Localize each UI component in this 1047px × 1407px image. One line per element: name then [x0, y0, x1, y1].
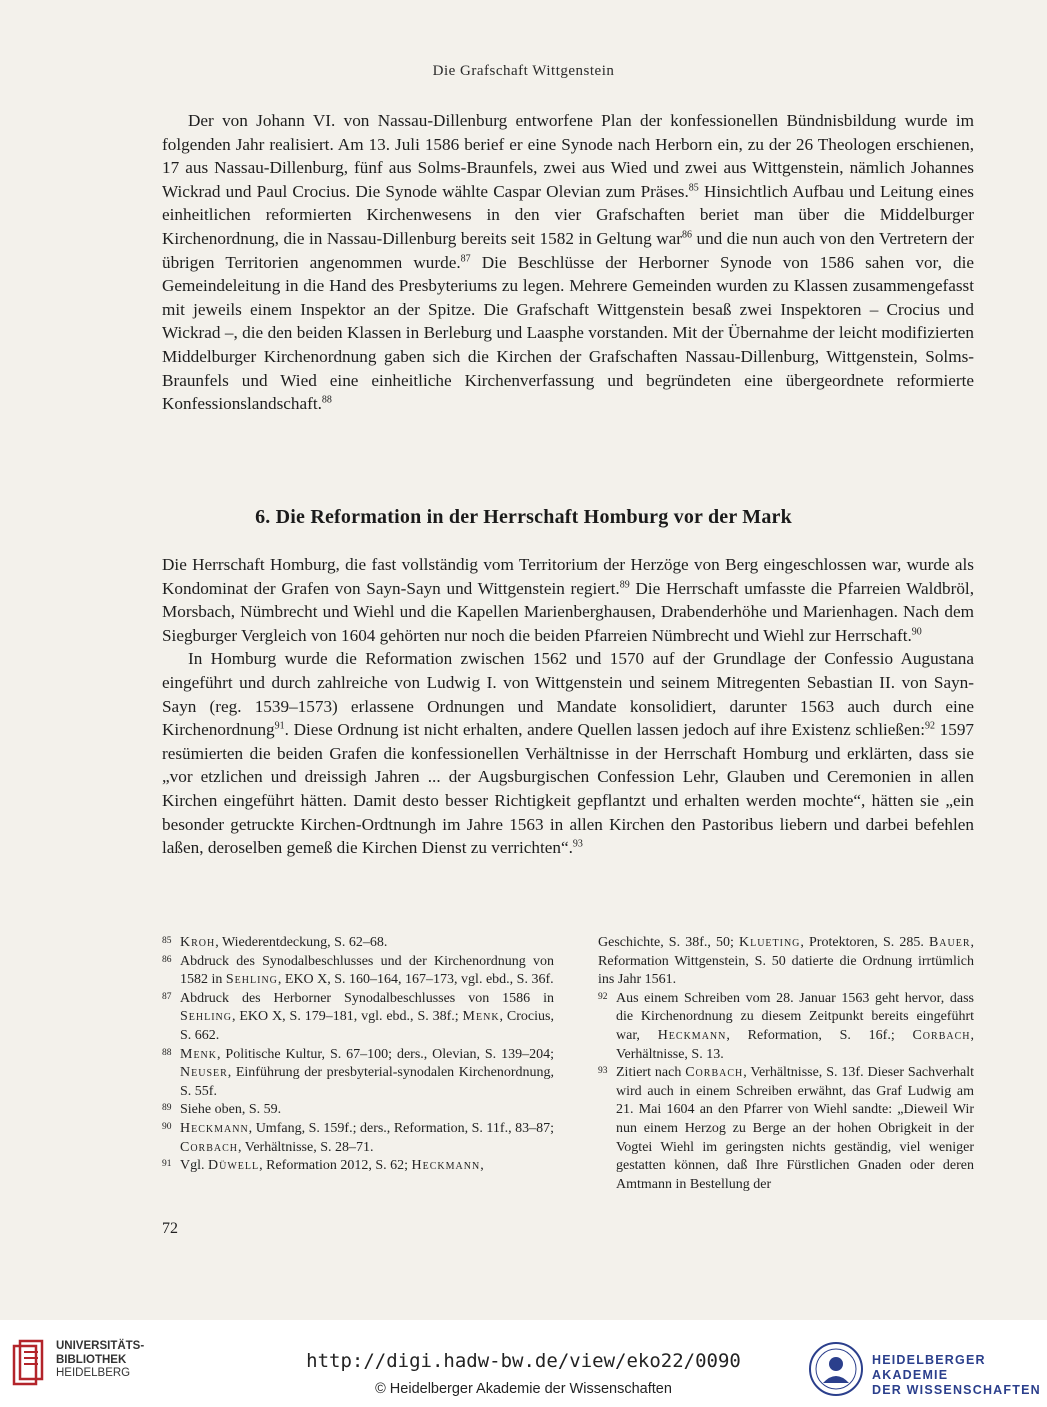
author-name: Kroh: [180, 935, 216, 950]
footnote-text: , Reformation 2012, S. 62;: [259, 1158, 412, 1174]
text: Die Herrschaft umfasste die Pfarreien Waldbröl, Morsbach, Nümbrecht und Wiehl und die Kapellen Marienberghausen, Drabenderhöhe und Marienhagen. Nach dem Siegburger Vergleich von 1604 gehörten nur noch die beiden Pfarreien Nümbrecht und Wiehl zur Herrschaft.: [162, 578, 975, 645]
text: 1597 resümierten die beiden Grafen die konfessionellen Verhältnisse in der Herrschaft Homburg und erklärten, dass sie „vor etzlichen und dreissigh Jahren ... der Augsburgischen Confession Lehr, Glauben und Ceremonien in allen Kirchen eingeführt hätten. Damit desto besser Richtigkeit gepflantzt und erhalten werden mochte“, hätten sie „ein besonder getruckte Kirchen-Ordtnungh im Jahre 1563 in allen Kirchen den Pastoribus liebern und darbei befehlen laßen, deroselben gemeß die Kirchen Dienst zu verrichten“.: [162, 720, 975, 858]
page-number: 72: [162, 1220, 178, 1237]
footnote-ref[interactable]: 90: [911, 626, 922, 638]
footnote-text: , Verhältnisse, S. 13f. Dieser Sachverhalt wird auch in einem Schreiben erwähnt, das Graf Ludwig am 21. Mai 1604 an den Pfarrer von Wiehl sandte: „Dieweil Wir nun einem Herzog zu Berge an der hohen Obrigkeit in der Vogtei Wiehl im geringsten nichts geständig, viel weniger gestatten können, daß Ihre Fürstlichen Gnaden oder deren Amtmann in Bestellung der: [616, 1065, 974, 1192]
footnote-ref[interactable]: 93: [572, 838, 583, 850]
text: Der von Johann VI. von Nassau-Dillenburg entworfene Plan der konfessionellen Bündnisbildung wurde im folgenden Jahr realisiert. Am 13. Juli 1586 berief er eine Synode nach Herborn ein, zu der 26 Theologen erschienen, 17 aus Nassau-Dillenburg, fünf aus Solms-Braunfels, zwei aus Wied und zwei aus Wittgenstein, nämlich Johannes Wickrad und Paul Crocius. Die Synode wählte Caspar Olevian zum Präses.: [162, 111, 974, 201]
text: In Homburg wurde die Reformation zwischen 1562 und 1570 auf der Grundlage der Confessio Augustana eingeführt und durch zahlreiche von Ludwig I. von Wittgenstein und seinem Mitregenten Sebastian II. von Sayn-Sayn (reg. 1539–1573) erlassene Ordnungen und Mandate konsolidiert, darunter 1563 auch durch eine Kirchenordnung: [162, 649, 974, 740]
footnote-ref[interactable]: 89: [619, 578, 630, 590]
section-heading: 6. Die Reformation in der Herrschaft Homburg vor der Mark: [255, 506, 792, 528]
text: Hinsichtlich Aufbau und Leitung eines einheitlichen reformierten Kirchenwesens in den vier Grafschaften beriet man über die Middelburger Kirchenordnung, die in Nassau-Dillenburg bereits seit 1582 in Geltung war: [162, 181, 975, 248]
footnote-number: 88: [162, 1047, 172, 1058]
author-name: Sehling: [180, 1009, 232, 1025]
footnote-text: Vgl.: [180, 1158, 208, 1174]
author-name: Heckmann: [411, 1158, 481, 1174]
text: Die Beschlüsse der Herborner Synode von 1586 sahen vor, die Gemeindeleitung in die Hand des Presbyteriums zu legen. Mehrere Gemeinden wurden zu Klassen zusammengefasst mit jeweils einem Inspektor an der Spitze. Die Grafschaft Wittgenstein besaß zwei Inspektoren – Crocius und Wickrad –, die den beiden Klassen in Berleburg und Laasphe vorstanden. Mit der Übernahme der leicht modifizierten Middelburger Kirchenordnung gaben sich die Kirchen der Grafschaften Nassau-Dillenburg, Wittgenstein, Solms-Braunfels und Wied eine einheitliche Kirchenverfassung und begründeten eine übergeordnete reformierte Konfessionslandschaft.: [162, 252, 974, 414]
author-name: Klueting: [738, 935, 801, 950]
footnote: [162, 1101, 554, 1120]
paragraph-2: [162, 553, 974, 647]
author-name: Menk: [180, 1046, 217, 1062]
ub-line: UNIVERSITÄTS-: [56, 1340, 145, 1352]
paragraph: [162, 109, 974, 416]
footnote-text: , Reformation Wittgenstein, S. 50 datierte die Ordnung irrtümlich ins Jahr 1561.: [598, 935, 975, 988]
footnote-number: 90: [162, 1121, 172, 1132]
author-name: Corbach: [685, 1065, 744, 1081]
ub-line: HEIDELBERG: [56, 1367, 131, 1379]
copyright-notice: © Heidelberger Akademie der Wissenschaften: [375, 1381, 672, 1397]
footnote-ref[interactable]: 87: [460, 252, 471, 264]
footnote: [162, 990, 554, 1046]
running-head: Die Grafschaft Wittgenstein: [432, 63, 615, 79]
footnote-text: Zitiert nach: [616, 1065, 686, 1081]
text: . Diese Ordnung ist nicht erhalten, andere Quellen lassen jedoch auf ihre Existenz schließen:: [284, 720, 926, 740]
academy-seal-icon: [808, 1341, 864, 1397]
footnote-number: 85: [162, 936, 172, 946]
footnote: [598, 1064, 974, 1194]
footnote-text: Siehe oben, S. 59.: [180, 1102, 282, 1118]
footnote-number: 86: [162, 954, 172, 965]
footnote-text: Geschichte, S. 38f., 50;: [598, 935, 739, 950]
footnote-number: 89: [162, 1103, 172, 1114]
footnote-ref[interactable]: 88: [321, 394, 332, 406]
author-name: Menk: [462, 1009, 500, 1025]
footnote-text: , Protektoren, S. 285.: [800, 935, 929, 950]
footnote-ref[interactable]: 86: [681, 229, 692, 241]
footnote-text: , Verhältnisse, S. 13.: [616, 1027, 974, 1062]
footnote: [598, 990, 974, 1064]
footnote-number: 87: [162, 991, 172, 1002]
paragraph-1: [162, 109, 974, 416]
paragraph-3: [162, 647, 974, 859]
author-name: Bauer: [928, 935, 971, 950]
footnote-text: , Crocius, S. 662.: [180, 1009, 554, 1043]
academy-logo-text[interactable]: [872, 1353, 1047, 1398]
footnote-text: , Politische Kultur, S. 67–100; ders., Olevian, S. 139–204;: [217, 1046, 554, 1062]
footnote-text: , EKO X, S. 179–181, vgl. ebd., S. 38f.;: [232, 1009, 463, 1025]
text: Die Herrschaft Homburg, die fast vollständig vom Territorium der Herzöge von Berg eingeschlossen war, wurde als Kondominat der Grafen von Sayn-Sayn und Wittgenstein regiert.: [162, 555, 974, 598]
footnote: [162, 1157, 554, 1176]
footnote-number: 93: [598, 1066, 608, 1077]
academy-line: HEIDELBERGER AKADEMIE: [872, 1353, 986, 1382]
ub-line: BIBLIOTHEK: [56, 1353, 127, 1366]
academy-line: DER WISSENSCHAFTEN: [872, 1383, 1041, 1397]
section-body: [162, 553, 974, 860]
footnote-text: ,: [480, 1158, 484, 1174]
footnote: [162, 1120, 554, 1157]
author-name: Düwell: [208, 1158, 260, 1174]
footnote-text: , Einführung der presbyterial-synodalen Kirchenordnung, S. 55f.: [180, 1065, 554, 1099]
author-name: Heckmann: [657, 1027, 727, 1043]
footnote-number: 91: [162, 1159, 172, 1170]
footnote: [162, 1046, 554, 1102]
footnote-91-continuation: [598, 934, 974, 990]
text: und die nun auch von den Vertretern der übrigen Territorien angenommen wurde.: [162, 228, 975, 272]
author-name: Heckmann: [180, 1120, 249, 1136]
footnote-text: Abdruck des Synodalbeschlusses und der Kirchenordnung von 1582 in: [180, 953, 554, 988]
footnote-text: , Verhältnisse, S. 28–71.: [238, 1139, 374, 1155]
footnote-text: , Reformation, S. 16f.;: [726, 1027, 913, 1043]
footnotes-left-column: [162, 934, 554, 1176]
footnote-text: , Umfang, S. 159f.; ders., Reformation, S. 11f., 83–87;: [248, 1120, 554, 1136]
permalink-url[interactable]: http://digi.hadw-bw.de/view/eko22/0090: [306, 1350, 741, 1372]
footnote-text: , Wiederentdeckung, S. 62–68.: [215, 935, 388, 950]
footnote-ref[interactable]: 85: [688, 182, 699, 194]
footnote-ref[interactable]: 92: [925, 720, 936, 732]
author-name: Sehling: [225, 972, 278, 988]
footnote-number: 92: [598, 991, 608, 1002]
author-name: Corbach: [180, 1139, 239, 1155]
footnote-text: , EKO X, S. 160–164, 167–173, vgl. ebd., S. 36f.: [277, 972, 554, 988]
footnotes-right-column: [598, 934, 974, 1194]
footnote-text: Aus einem Schreiben vom 28. Januar 1563 geht hervor, dass die Kirchenordnung zu diesem Zeitpunkt bereits eingeführt war,: [616, 990, 974, 1043]
footnote: [162, 934, 554, 953]
footnote: [162, 953, 554, 990]
footnote-text: Abdruck des Herborner Synodalbeschlusses von 1586 in: [180, 990, 554, 1006]
footnote-ref[interactable]: 91: [274, 720, 285, 732]
author-name: Corbach: [912, 1027, 971, 1043]
author-name: Neuser: [180, 1065, 228, 1081]
